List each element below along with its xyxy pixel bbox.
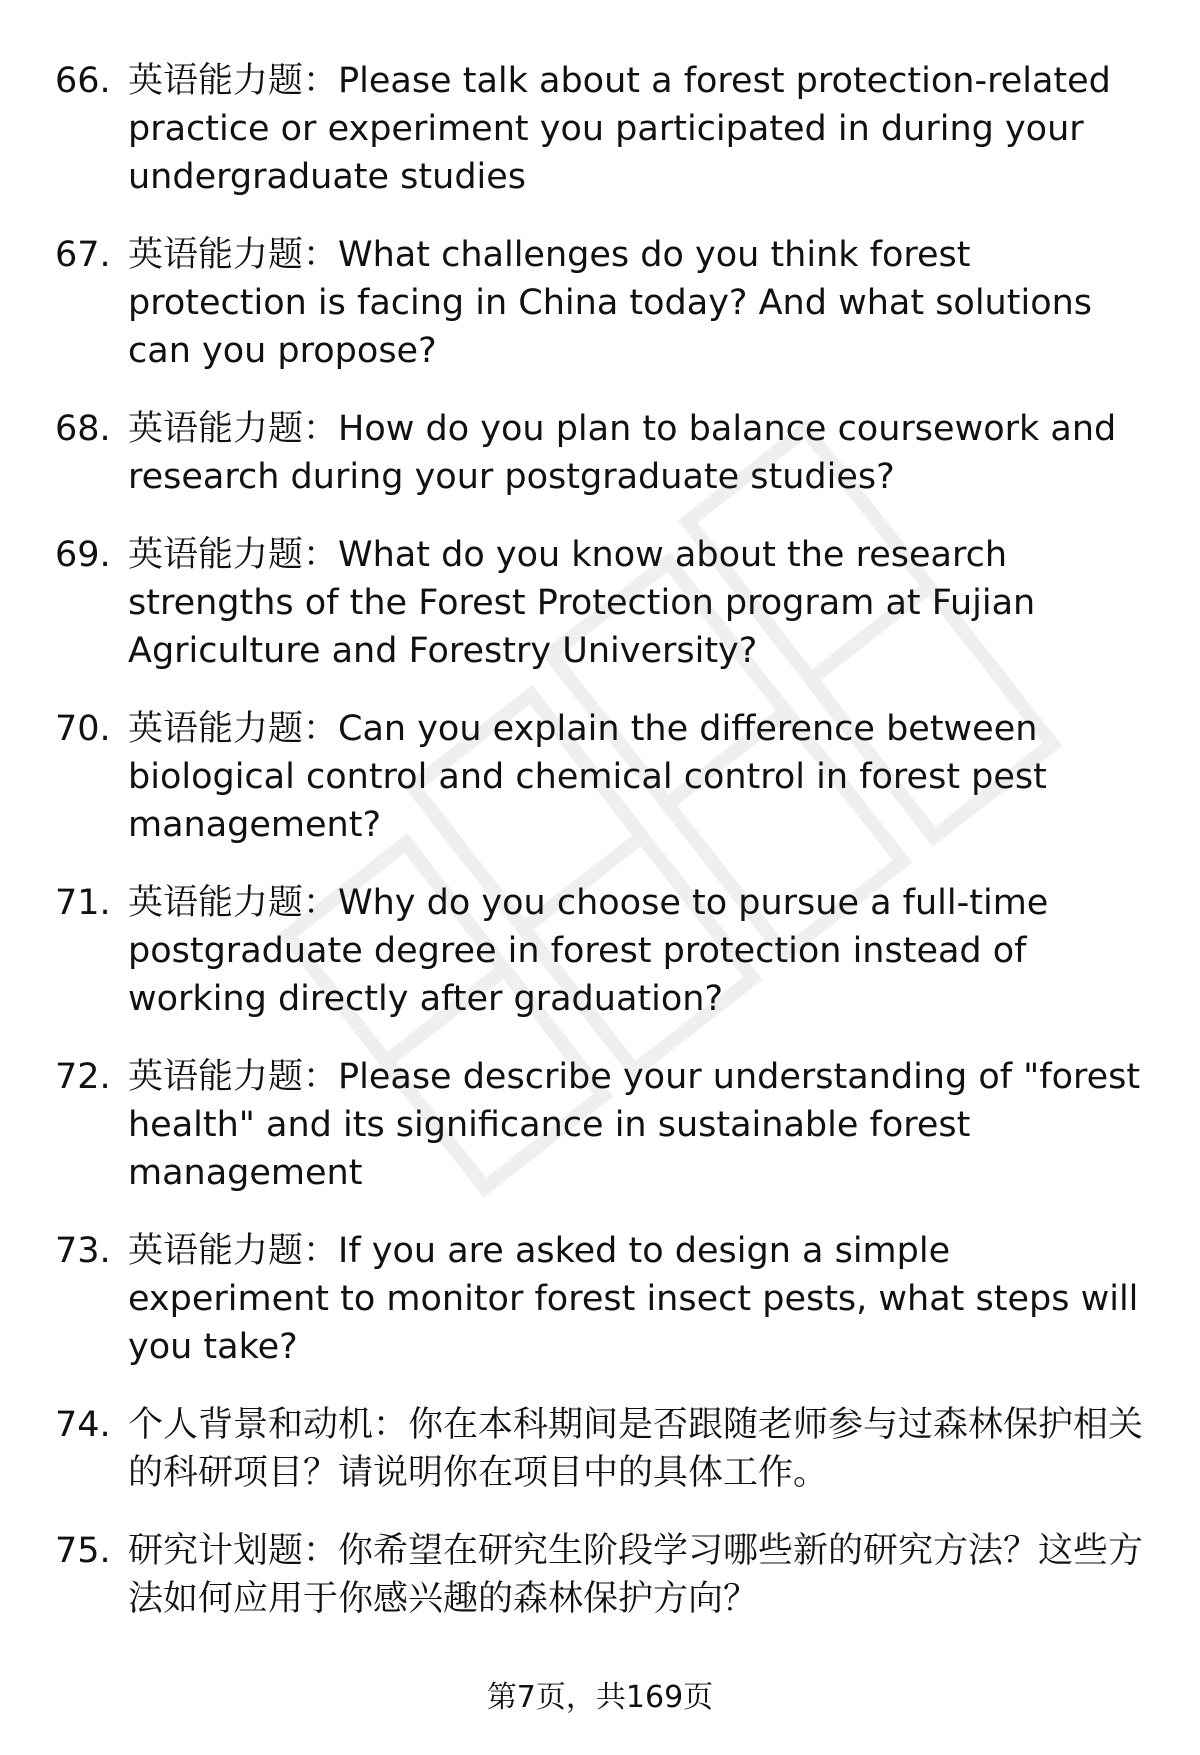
question-number: 68.: [55, 409, 111, 449]
question-body: Can you explain the difference between biological control and chemical control in forest pest management?: [128, 709, 1047, 845]
question-number: 71.: [55, 883, 111, 923]
question-body: Please talk about a forest protection-related practice or experiment you participated in during your undergraduate studies: [128, 61, 1111, 197]
question-item: [0, 879, 1200, 1023]
question-item: [0, 1527, 1200, 1623]
question-item: [0, 231, 1200, 375]
question-category: 英语能力题：: [128, 709, 339, 749]
question-category: 英语能力题：: [128, 409, 339, 449]
question-category: 英语能力题：: [128, 235, 339, 275]
question-body: What do you know about the research strengths of the Forest Protection program at Fujian Agriculture and Forestry University?: [128, 535, 1036, 671]
question-body: 你希望在研究生阶段学习哪些新的研究方法？这些方法如何应用于你感兴趣的森林保护方向？: [128, 1531, 1144, 1619]
question-text: [128, 705, 1153, 849]
question-number: 72.: [55, 1057, 111, 1097]
question-category: 英语能力题：: [128, 1057, 339, 1097]
page-footer: 第7页，共169页: [486, 1680, 714, 1715]
question-number: 73.: [55, 1231, 111, 1271]
question-text: [128, 1227, 1153, 1371]
question-list: [0, 57, 1200, 1653]
question-category: 个人背景和动机：: [128, 1405, 409, 1445]
question-item: [0, 405, 1200, 501]
question-item: [0, 57, 1200, 201]
question-category: 英语能力题：: [128, 535, 339, 575]
question-text: [128, 405, 1153, 501]
question-body: Why do you choose to pursue a full-time postgraduate degree in forest protection instead of working directly after graduation?: [128, 883, 1049, 1019]
question-text: [128, 1527, 1153, 1623]
question-number: 75.: [55, 1531, 111, 1571]
question-item: [0, 1401, 1200, 1497]
question-category: 英语能力题：: [128, 1231, 339, 1271]
question-item: [0, 531, 1200, 675]
question-number: 67.: [55, 235, 111, 275]
question-category: 英语能力题：: [128, 883, 339, 923]
question-body: If you are asked to design a simple experiment to monitor forest insect pests, what steps will you take?: [128, 1231, 1139, 1367]
question-body: What challenges do you think forest protection is facing in China today? And what solutions can you propose?: [128, 235, 1093, 371]
question-number: 70.: [55, 709, 111, 749]
question-category: 英语能力题：: [128, 61, 339, 101]
question-category: 研究计划题：: [128, 1531, 339, 1571]
question-body: Please describe your understanding of "forest health" and its significance in sustainable forest management: [128, 1057, 1141, 1193]
question-item: [0, 1053, 1200, 1197]
question-text: [128, 1401, 1153, 1497]
question-text: [128, 231, 1153, 375]
question-number: 66.: [55, 61, 111, 101]
question-text: [128, 57, 1153, 201]
question-body: How do you plan to balance coursework and research during your postgraduate studies?: [128, 409, 1117, 497]
question-number: 74.: [55, 1405, 111, 1445]
question-text: [128, 1053, 1153, 1197]
question-number: 69.: [55, 535, 111, 575]
question-text: [128, 531, 1153, 675]
question-body: 你在本科期间是否跟随老师参与过森林保护相关的科研项目？请说明你在项目中的具体工作。: [128, 1405, 1144, 1493]
question-item: [0, 705, 1200, 849]
question-item: [0, 1227, 1200, 1371]
question-text: [128, 879, 1153, 1023]
